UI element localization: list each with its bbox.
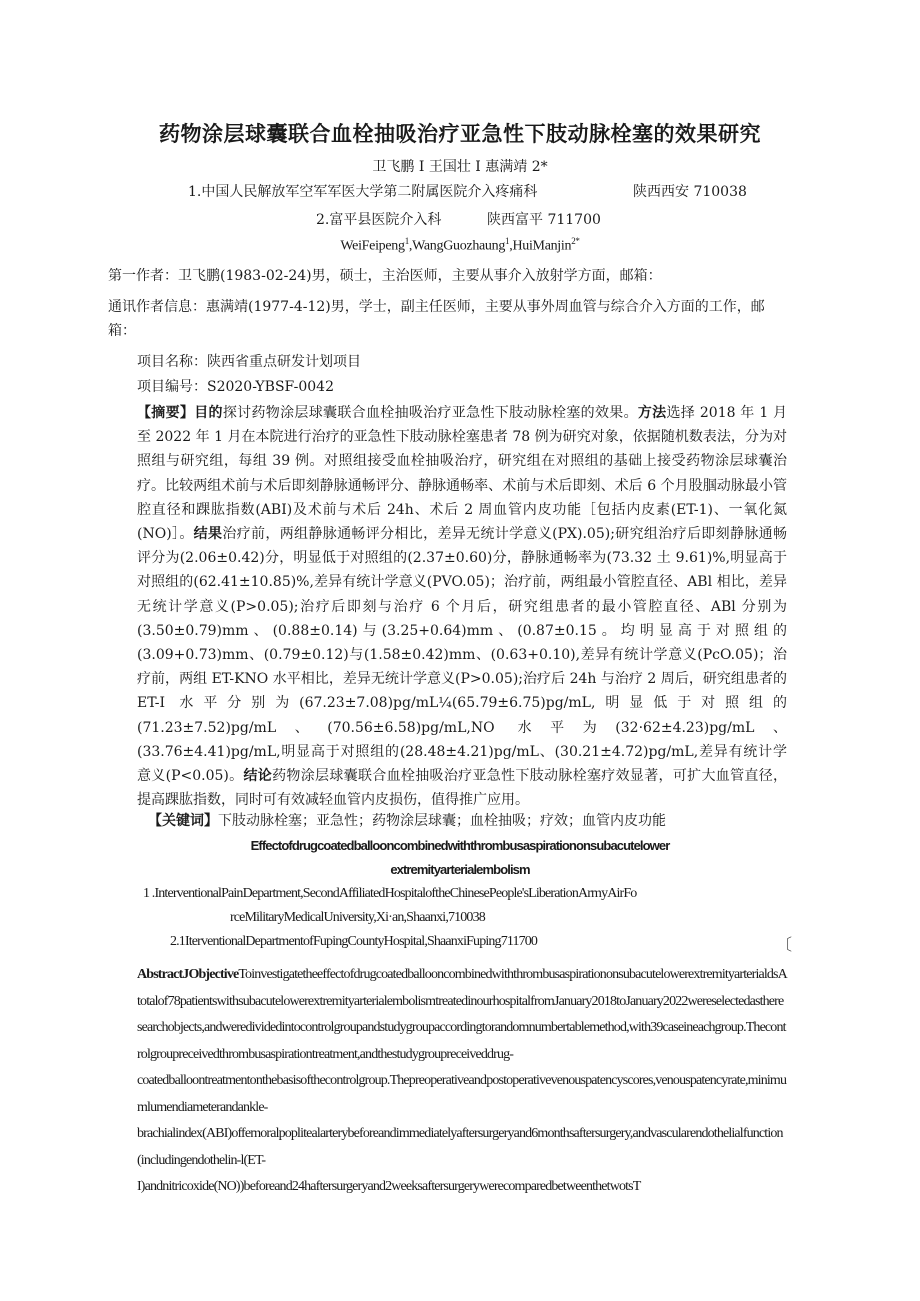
- english-title-line-2: extremityarterialembolism: [390, 862, 530, 877]
- affiliation-en-1: 1 .InterventionalPainDepartment,SecondAffiliatedHospitaloftheChinesePeople'sLiberationArmyAirFo: [143, 886, 637, 901]
- abstract-en-part-4: I)andnitricoxide(NO))beforeand24haftersurgeryand2weeksaftersurgerywerecomparedbetweenthetwotsT: [137, 1179, 641, 1194]
- project-name: 项目名称：陕西省重点研发计划项目: [137, 354, 361, 370]
- conclusion-text: 药物涂层球囊联合血栓抽吸治疗亚急性下肢动脉栓塞疗效显著，可扩大血管直径，提高踝肱指数，同时可有效减轻血管内皮损伤，值得推广应用。: [137, 768, 788, 809]
- method-label: 方法: [637, 405, 667, 421]
- keywords-text: 下肢动脉栓塞；亚急性；药物涂层球囊；血栓抽吸；疗效；血管内皮功能: [218, 813, 666, 829]
- abstract-en-part-1: ToinvestigatetheeffectofdrugcoatedballooncombinedwiththrombusaspirationonsubacutelowerextremityarterialdsAtotalof78patientswithsubacutelowerextremityarterialembolismtreatedinourhospitalfromJanuary2018toJanuary2022wereselectedastheresearchobjects,andweredividedintocontrolgroupandstudygroupaccordingtorandomnumbertablemethod,with39caseineachgroup.Thecontrolgroupreceivedthrombusaspirationtreatment,andthestudygroupreceiveddrug-: [137, 967, 787, 1062]
- affiliation-en-1-cont: rceMilitaryMedicalUniversity,Xi·an,Shaanxi,710038: [230, 910, 485, 925]
- result-label: 结果: [193, 526, 223, 543]
- abstract-label: 【摘要】: [137, 405, 195, 421]
- affiliation-2-location: 陕西富平 711700: [487, 212, 601, 228]
- author-line-en: [0, 236, 920, 255]
- abstract-en-part-3: brachialindex(ABI)offemoralpoplitealarterybeforeandimmediatelyaftersurgeryand6monthsaftersurgery,andvascularendothelialfunction(includingendothelin-l(ET-: [137, 1126, 783, 1168]
- author-line: 卫飞鹏 I 王国壮 I 惠满靖 2*: [372, 159, 548, 175]
- abstract-cn: [137, 401, 787, 812]
- project-number: 项目编号：S2020-YBSF-0042: [137, 379, 334, 395]
- result-text: 治疗前，两组静脉通畅评分相比，差异无统计学意义(PX).05);研究组治疗后即刻静脉通畅评分为(2.06±0.42)分，明显低于对照组的(2.37±0.60)分，静脉通畅率为(73.32 土 9.61)%,明显高于对照组的(62.41±10.85)%,差异有统计学意义(PVO.05)；治疗前，两组最小管腔直径、ABl 相比，差异无统计学意义(P>0.05);治疗后即刻与治疗 6 个月后，研究组患者的最小管腔直径、ABl 分别为(3.50±0.79)mm、(0.88±0.14)与(3.25+0.64)mm、(0.87±0.15。均明显高于对照组的(3.09+0.73)mm、(0.79±0.12)与(1.58±0.42)mm、(0.63+0.10),差异有统计学意义(PcO.05)；治疗前，两组 ET-KNO 水平相比，差异无统计学意义(P>0.05);治疗后 24h 与治疗 2 周后，研究组患者的 ET-I 水平分别为(67.23±7.08)pg/mL¼(65.79±6.75)pg/mL,明显低于对照组的(71.23±7.52)pg/mL、(70.56±6.58)pg/mL,NO 水平为(32·62±4.23)pg/mL、(33.76±4.41)pg/mL,明显高于对照组的(28.48±4.21)pg/mL、(30.21±4.72)pg/mL,差异有统计学意义(P<0.05)。: [137, 526, 787, 785]
- affiliation-en-2: 2.1IterventionalDepartmentofFupingCountyHospital,ShaanxiFuping711700: [170, 934, 538, 949]
- affiliation-1-location: 陕西西安 710038: [633, 184, 747, 200]
- author-en-1: WeiFeipeng: [340, 238, 405, 254]
- objective-text: 探讨药物涂层球囊联合血栓抽吸治疗亚急性下肢动脉栓塞的效果。: [222, 405, 638, 421]
- corresponding-author-info: 通讯作者信息：惠满靖(1977-4-12)男，学士，副主任医师，主要从事外周血管与综合介入方面的工作，邮箱：: [108, 299, 765, 339]
- abstract-en-part-2: coatedballoontreatmentonthebasisofthecontrolgroup.Thepreoperativeandpostoperativevenouspatencyscores,venouspatencyrate,minimumlumendiameterandankle-: [137, 1073, 787, 1115]
- affiliation-2: 2.富平县医院介入科: [316, 212, 442, 228]
- first-author-info: 第一作者：卫飞鹏(1983-02-24)男，硕士，主治医师，主要从事介入放射学方面，邮箱：: [108, 268, 662, 284]
- author-en-3: ,HuiManjin: [509, 238, 572, 254]
- author-en-2: ,WangGuozhaung: [408, 238, 506, 254]
- paper-title: 药物涂层球囊联合血栓抽吸治疗亚急性下肢动脉栓塞的效果研究: [159, 122, 761, 146]
- abstract-en: [137, 962, 787, 1201]
- objective-label: 目的: [194, 405, 223, 421]
- author-en-3-mark: 2*: [571, 236, 580, 246]
- english-title-line-1: Effectofdrugcoatedballooncombinedwiththrombusaspirationonsubacutelower: [250, 838, 670, 853]
- author-en-1-mark: 1: [404, 236, 409, 246]
- conclusion-label: 结论: [243, 768, 273, 785]
- abstract-en-label: AbstractJObjective: [137, 967, 239, 982]
- affiliation-1: 1.中国人民解放军空军军医大学第二附属医院介入疼痛科: [188, 184, 538, 200]
- keywords: [148, 810, 666, 830]
- method-text: 选择 2018 年 1 月至 2022 年 1 月在本院进行治疗的亚急性下肢动脉栓塞患者 78 例为研究对象，依据随机数表法，分为对照组与研究组，每组 39 例。对照组接受血栓抽吸治疗，研究组在对照组的基础上接受药物涂层球囊治疗。比较两组术前与术后即刻静脉通畅评分、静脉通畅率、术前与术后即刻、术后 6 个月股腘动脉最小管腔直径和踝肱指数(ABI)及术前与术后 24h、术后 2 周血管内皮功能［包括内皮素(ET-1)、一氧化氮(NO)］。: [137, 405, 788, 543]
- keywords-label: 【关键词】: [148, 813, 218, 829]
- author-en-2-mark: 1: [505, 236, 510, 246]
- bracket-mark: 〔: [776, 935, 793, 954]
